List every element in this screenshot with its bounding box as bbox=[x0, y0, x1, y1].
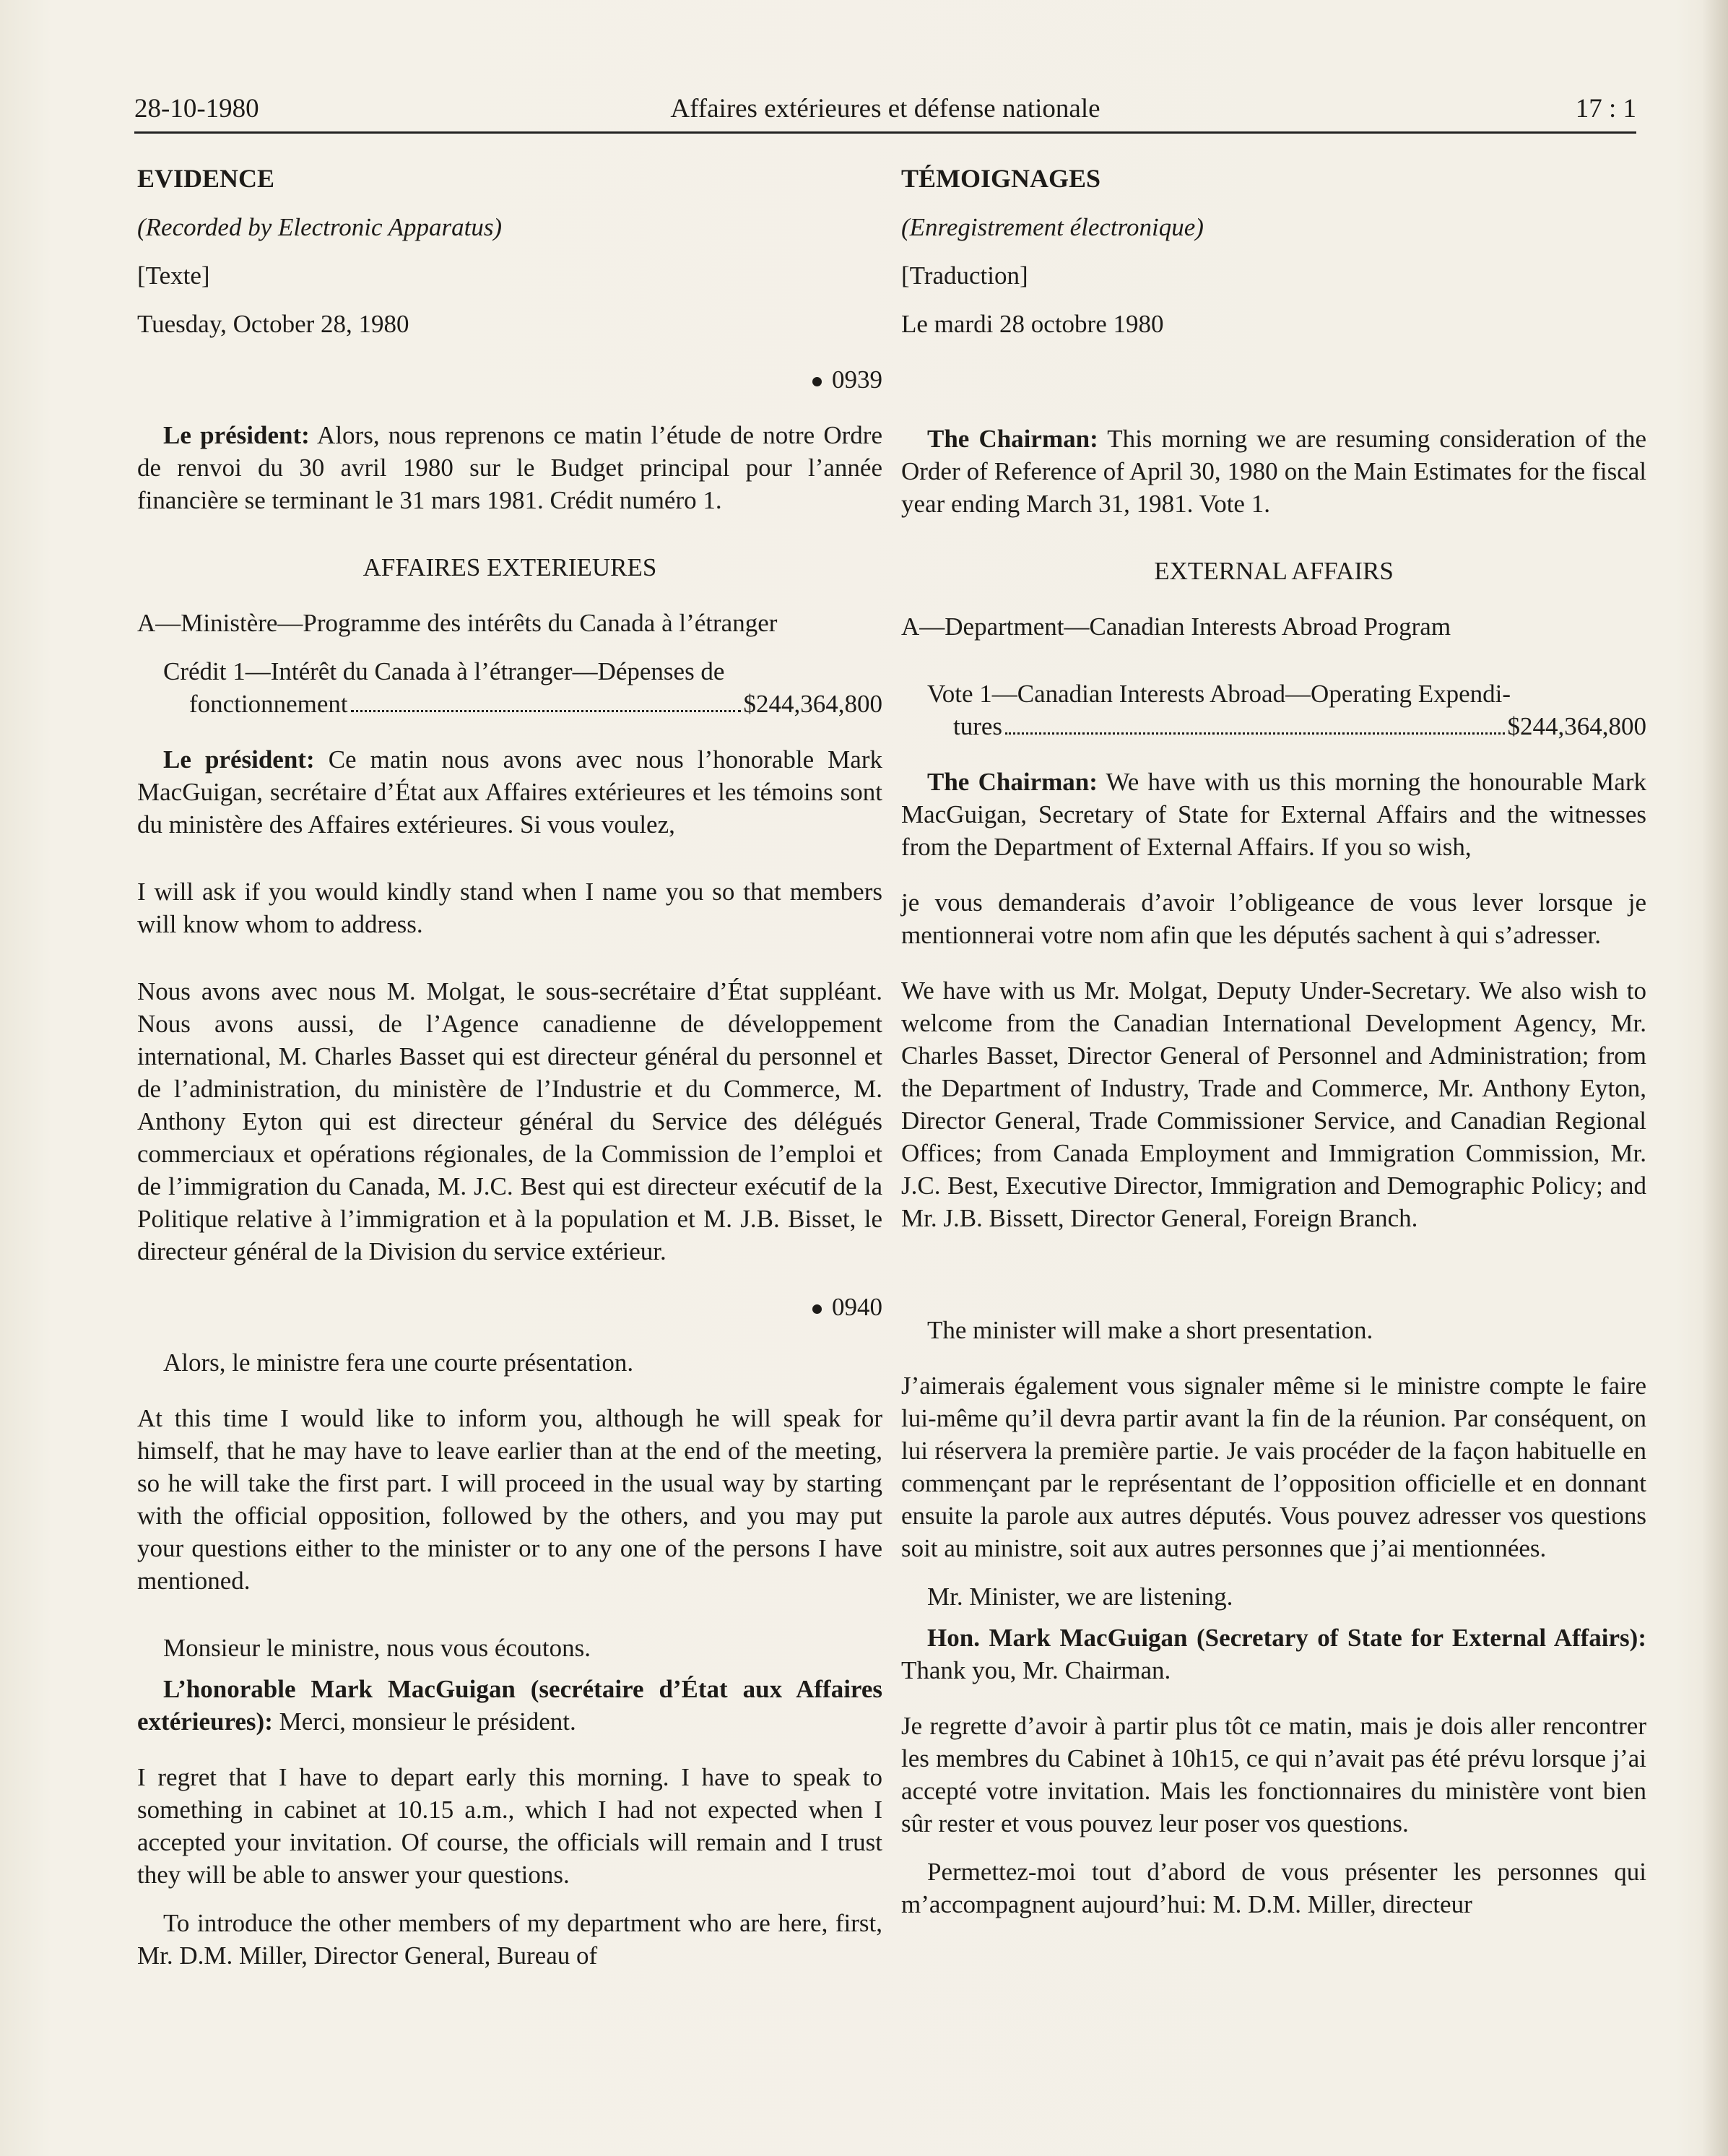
paragraph: The Chairman: We have with us this morning the honourable Mark MacGuigan, Secretary of State for External Affairs and the witnesses from the Department of External Affairs. If you so wish, bbox=[901, 768, 1646, 861]
speaker-name: The Chairman: bbox=[927, 425, 1098, 453]
bullet-icon bbox=[812, 1304, 822, 1314]
recorded-note: (Enregistrement électronique) bbox=[901, 213, 1204, 241]
dot-leader bbox=[1005, 732, 1504, 735]
speaker-name: Le président: bbox=[163, 745, 315, 774]
paragraph: Nous avons avec nous M. Molgat, le sous-secrétaire d’État suppléant. Nous avons aussi, de l’Agence canadienne de développement international, M. Charles Basset qui est directeur général du personnel et de l’administration, du ministère de l’Industrie et du Commerce, M. Anthony Eyton qui est directeur général du Service des délégués commerciaux et opérations régionales, de la Commission de l’emploi et de l’immigration du Canada, M. J.C. Best qui est directeur exécutif de la Politique relative à l’immigration et à la population et M. J.B. Bisset, le directeur général de la Division du service extérieur. bbox=[137, 977, 882, 1265]
left-column bbox=[137, 163, 882, 1972]
vote-amount-line: tures $244,364,800 bbox=[901, 710, 1646, 743]
header-date: 28-10-1980 bbox=[134, 94, 259, 124]
speaker-name: Hon. Mark MacGuigan (Secretary of State for External Affairs): bbox=[927, 1624, 1646, 1652]
paragraph: The Chairman: This morning we are resuming consideration of the Order of Reference of April 30, 1980 on the Main Estimates for the fiscal year ending March 31, 1981. Vote 1. bbox=[901, 425, 1646, 518]
paragraph: I regret that I have to depart early this morning. I have to speak to something in cabinet at 10.15 a.m., which I had not expected when I accepted your invitation. Of course, the officials will remain and I trust they will be able to answer your questions. bbox=[137, 1763, 882, 1889]
vote-amount-line: fonctionnement $244,364,800 bbox=[137, 688, 882, 720]
speaker-name: Le président: bbox=[163, 421, 310, 449]
speaker-name: L’honorable Mark MacGuigan (secrétaire d’État aux Affaires extérieures): bbox=[137, 1675, 882, 1736]
paragraph: Permettez-moi tout d’abord de vous présenter les personnes qui m’accompagnent aujourd’hui: M. D.M. Miller, directeur bbox=[901, 1858, 1646, 1918]
sitting-date: Le mardi 28 octobre 1980 bbox=[901, 310, 1164, 338]
vote-line: Crédit 1—Intérêt du Canada à l’étranger—Dépenses de bbox=[163, 657, 725, 685]
evidence-heading: EVIDENCE bbox=[137, 164, 275, 193]
paragraph: Le président: Alors, nous reprenons ce matin l’étude de notre Ordre de renvoi du 30 avril 1980 sur le Budget principal pour l’année financière se terminant le 31 mars 1981. Crédit numéro 1. bbox=[137, 421, 882, 514]
header-page-number: 17 : 1 bbox=[1575, 94, 1636, 124]
timestamp: 0940 bbox=[137, 1291, 882, 1323]
paragraph: Hon. Mark MacGuigan (Secretary of State for External Affairs): Thank you, Mr. Chairman. bbox=[901, 1624, 1646, 1684]
paragraph: je vous demanderais d’avoir l’obligeance de vous lever lorsque je mentionnerai votre nom afin que les députés sachent à qui s’adresser. bbox=[901, 888, 1646, 949]
program-title: A—Ministère—Programme des intérêts du Canada à l’étranger bbox=[137, 609, 778, 637]
evidence-heading: TÉMOIGNAGES bbox=[901, 164, 1101, 193]
paragraph: L’honorable Mark MacGuigan (secrétaire d’État aux Affaires extérieures): Merci, monsieur le président. bbox=[137, 1675, 882, 1736]
right-column bbox=[901, 163, 1646, 1921]
vote-amount: $244,364,800 bbox=[743, 690, 882, 718]
paragraph: The minister will make a short presentation. bbox=[927, 1316, 1373, 1344]
vote-amount: $244,364,800 bbox=[1507, 712, 1646, 740]
dot-leader bbox=[351, 710, 741, 712]
page-binding-shadow bbox=[1702, 0, 1728, 2156]
paragraph: Monsieur le ministre, nous vous écoutons. bbox=[163, 1634, 591, 1662]
paragraph: I will ask if you would kindly stand when I name you so that members will know whom to address. bbox=[137, 878, 882, 938]
language-tag: [Traduction] bbox=[901, 261, 1028, 290]
paragraph: Je regrette d’avoir à partir plus tôt ce matin, mais je dois aller rencontrer les membres du Cabinet à 10h15, ce qui n’avait pas été prévu lorsque j’ai accepté votre invitation. Mais les fonctionnaires du ministère vont bien sûr rester et vous pouvez leur poser vos questions. bbox=[901, 1712, 1646, 1837]
paragraph: J’aimerais également vous signaler même si le ministre compte le faire lui-même qu’il devra partir avant la fin de la réunion. Par conséquent, on lui réservera la première partie. Je vais procéder de la façon habituelle en commençant par le représentant de l’opposition officielle et en donnant ensuite la parole aux autres députés. Vous pouvez adresser vos questions soit au ministre, soit aux autres personnes que j’ai mentionnées. bbox=[901, 1372, 1646, 1562]
recorded-note: (Recorded by Electronic Apparatus) bbox=[137, 213, 503, 241]
speaker-name: The Chairman: bbox=[927, 768, 1098, 796]
section-heading: AFFAIRES EXTERIEURES bbox=[362, 553, 657, 581]
section-heading: EXTERNAL AFFAIRS bbox=[1154, 557, 1394, 585]
paragraph: At this time I would like to inform you, although he will speak for himself, that he may have to leave earlier than at the end of the meeting, so he will take the first part. I will proceed in the usual way by starting with the official opposition, followed by the others, and you may put your questions either to the minister or to any one of the persons I have mentioned. bbox=[137, 1404, 882, 1595]
paragraph: Le président: Ce matin nous avons avec nous l’honorable Mark MacGuigan, secrétaire d’État aux Affaires extérieures et les témoins sont du ministère des Affaires extérieures. Si vous voulez, bbox=[137, 745, 882, 839]
header-title: Affaires extérieures et défense nationale bbox=[670, 94, 1100, 124]
sitting-date: Tuesday, October 28, 1980 bbox=[137, 310, 409, 338]
paragraph: We have with us Mr. Molgat, Deputy Under-Secretary. We also wish to welcome from the Canadian International Development Agency, Mr. Charles Basset, Director General of Personnel and Administration; from the Department of Industry, Trade and Commerce, Mr. Anthony Eyton, Director General, Trade Commissioner Service, and Canadian Regional Offices; from Canada Employment and Immigration Commission, Mr. J.C. Best, Executive Director, Immigration and Demographic Policy; and Mr. J.B. Bissett, Director General, Foreign Branch. bbox=[901, 977, 1646, 1232]
bullet-icon bbox=[812, 377, 822, 386]
language-tag: [Texte] bbox=[137, 261, 210, 290]
running-header bbox=[134, 88, 1636, 134]
timestamp: 0939 bbox=[137, 363, 882, 396]
vote-line: Vote 1—Canadian Interests Abroad—Operating Expendi- bbox=[927, 680, 1511, 708]
paragraph: Mr. Minister, we are listening. bbox=[927, 1583, 1233, 1611]
program-title: A—Department—Canadian Interests Abroad Program bbox=[901, 612, 1451, 641]
paragraph: Alors, le ministre fera une courte présentation. bbox=[163, 1348, 634, 1377]
paragraph: To introduce the other members of my department who are here, first, Mr. D.M. Miller, Director General, Bureau of bbox=[137, 1909, 882, 1970]
